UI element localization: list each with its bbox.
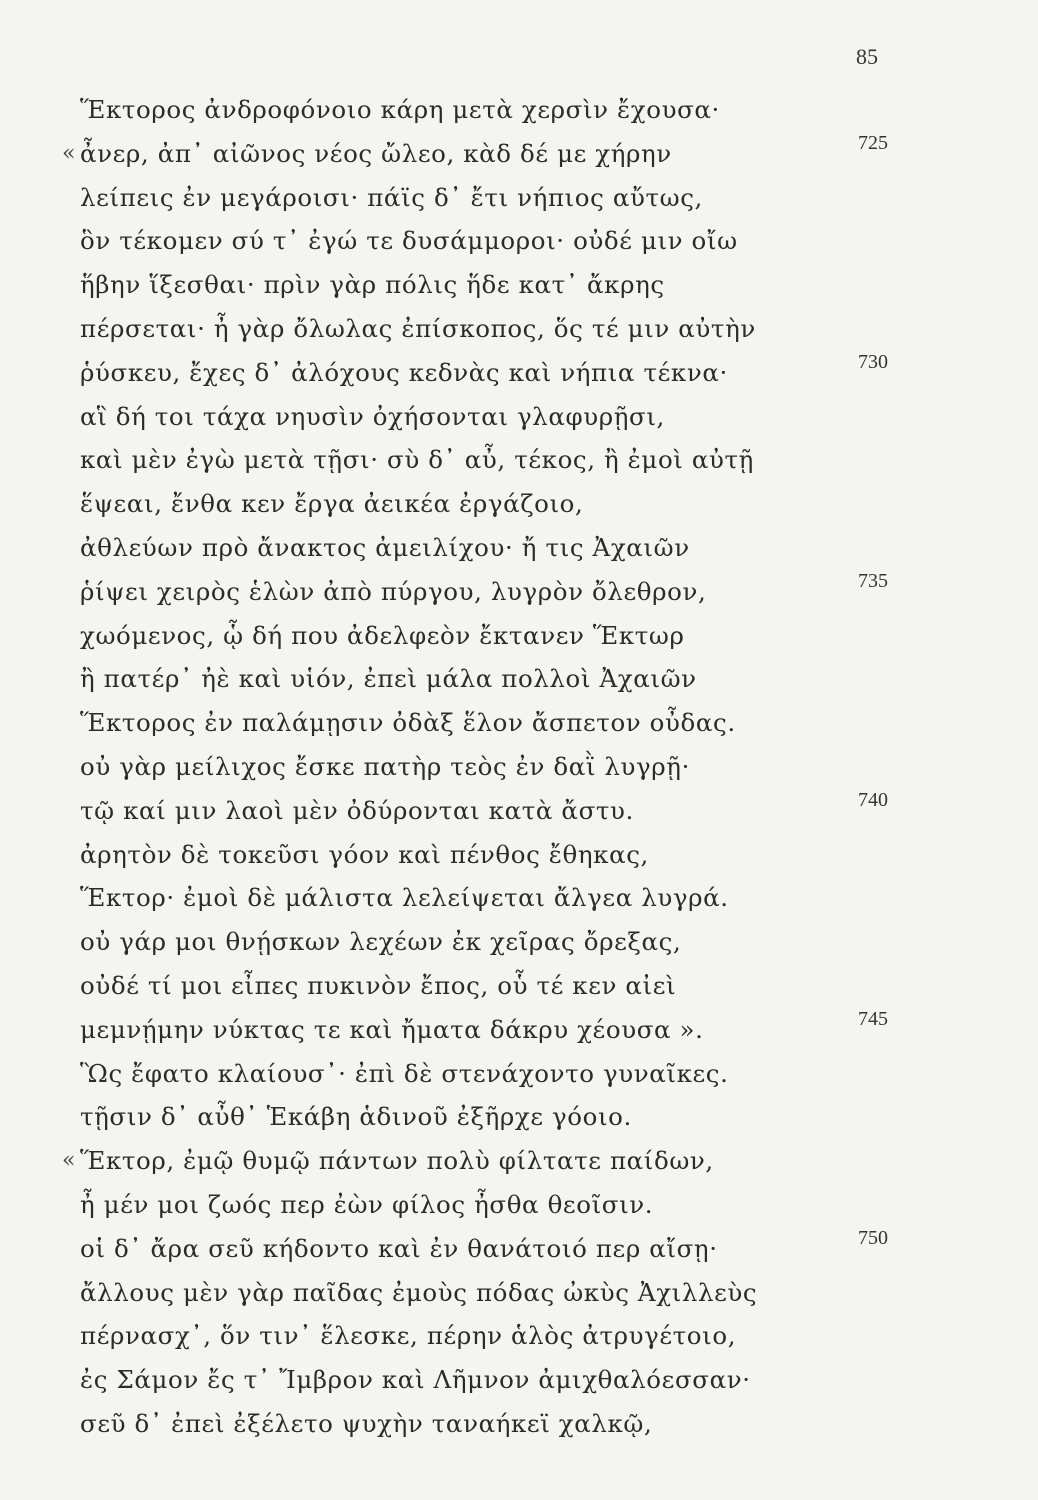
- verse-block: [62, 88, 902, 1446]
- verse-text: οὐ γὰρ μείλιχος ἔσκε πατὴρ τεὸς ἐν δαῒ λυγρῇ·: [80, 751, 690, 781]
- verse-text: πέρνασχ᾽, ὅν τιν᾽ ἕλεσκε, πέρην ἁλὸς ἀτρυγέτοιο,: [80, 1321, 737, 1351]
- verse-line: [62, 526, 902, 570]
- verse-text: Ἕκτορ· ἐμοὶ δὲ μάλιστα λελείψεται ἄλγεα λυγρά.: [80, 883, 729, 913]
- verse-text: ἐς Σάμον ἔς τ᾽ Ἴμβρον καὶ Λῆμνον ἀμιχθαλόεσσαν·: [80, 1365, 751, 1395]
- verse-text: σεῦ δ᾽ ἐπεὶ ἐξέλετο ψυχὴν ταναήκεϊ χαλκῷ,: [80, 1408, 653, 1438]
- verse-text: ῥύσκευ, ἔχες δ᾽ ἀλόχους κεδνὰς καὶ νήπια τέκνα·: [80, 357, 728, 387]
- verse-text: πέρσεται· ἦ γὰρ ὄλωλας ἐπίσκοπος, ὅς τέ μιν αὐτὴν: [80, 313, 756, 343]
- verse-line: [62, 876, 902, 920]
- verse-text: ῥίψει χειρὸς ἑλὼν ἀπὸ πύργου, λυγρὸν ὄλεθρον,: [80, 576, 707, 606]
- verse-line: [62, 88, 902, 132]
- verse-text: οἱ δ᾽ ἄρα σεῦ κήδοντο καὶ ἐν θανάτοιό περ αἴσῃ·: [80, 1233, 718, 1263]
- verse-text: Ἕκτορ, ἐμῷ θυμῷ πάντων πολὺ φίλτατε παίδων,: [80, 1146, 714, 1176]
- verse-line: [62, 176, 902, 220]
- verse-text: Ἕκτορος ἐν παλάμῃσιν ὀδὰξ ἕλον ἄσπετον οὖδας.: [80, 708, 736, 738]
- line-number: 740: [858, 788, 888, 811]
- verse-line: [62, 964, 902, 1008]
- verse-line: [62, 132, 902, 176]
- verse-text: Ἕκτορος ἀνδροφόνοιο κάρη μετὰ χερσὶν ἔχουσα·: [80, 95, 720, 124]
- opening-quote-mark: «: [62, 1148, 76, 1174]
- verse-text: μεμνῄμην νύκτας τε καὶ ἤματα δάκρυ χέουσα ».: [80, 1014, 704, 1044]
- verse-line: [62, 789, 902, 833]
- verse-line: [62, 570, 902, 614]
- verse-text: ἀθλεύων πρὸ ἄνακτος ἀμειλίχου· ἤ τις Ἀχαιῶν: [80, 532, 690, 562]
- verse-text: χωόμενος, ᾧ δή που ἀδελφεὸν ἔκτανεν Ἕκτωρ: [80, 620, 685, 650]
- line-number: 730: [858, 350, 888, 373]
- verse-text: οὐ γάρ μοι θνῄσκων λεχέων ἐκ χεῖρας ὄρεξας,: [80, 927, 682, 957]
- verse-line: [62, 219, 902, 263]
- opening-quote-mark: «: [62, 140, 76, 166]
- verse-line: [62, 438, 902, 482]
- verse-text: οὐδέ τί μοι εἶπες πυκινὸν ἔπος, οὗ τέ κεν αἰεὶ: [80, 970, 677, 1000]
- verse-text: καὶ μὲν ἐγὼ μετὰ τῇσι· σὺ δ᾽ αὖ, τέκος, ἢ ἐμοὶ αὐτῇ: [80, 445, 754, 475]
- verse-text: αἳ δή τοι τάχα νηυσὶν ὀχήσονται γλαφυρῇσι,: [80, 401, 665, 431]
- verse-text: λείπεις ἐν μεγάροισι· πάϊς δ᾽ ἔτι νήπιος αὔτως,: [80, 182, 703, 212]
- verse-line: [62, 1052, 902, 1096]
- verse-text: ἥβην ἵξεσθαι· πρὶν γὰρ πόλις ἥδε κατ᾽ ἄκρης: [80, 270, 665, 300]
- verse-line: [62, 1139, 902, 1183]
- line-number: 735: [858, 569, 888, 592]
- verse-line: [62, 307, 902, 351]
- verse-line: [62, 657, 902, 701]
- verse-text: ἀρητὸν δὲ τοκεῦσι γόον καὶ πένθος ἔθηκας,: [80, 839, 649, 869]
- verse-text: Ὣς ἔφατο κλαίουσ᾽· ἐπὶ δὲ στενάχοντο γυναῖκες.: [80, 1058, 729, 1088]
- line-number: 750: [858, 1226, 888, 1249]
- verse-text: ἕψεαι, ἔνθα κεν ἔργα ἀεικέα ἐργάζοιο,: [80, 489, 584, 519]
- verse-line: [62, 395, 902, 439]
- line-number: 745: [858, 1007, 888, 1030]
- verse-line: [62, 1183, 902, 1227]
- verse-text: τῷ καί μιν λαοὶ μὲν ὀδύρονται κατὰ ἄστυ.: [80, 795, 634, 825]
- verse-line: [62, 1008, 902, 1052]
- verse-line: [62, 920, 902, 964]
- verse-text: ἦ μέν μοι ζωός περ ἐὼν φίλος ἦσθα θεοῖσιν.: [80, 1189, 654, 1219]
- verse-line: [62, 1095, 902, 1139]
- verse-line: [62, 745, 902, 789]
- verse-line: [62, 701, 902, 745]
- verse-line: [62, 263, 902, 307]
- verse-text: τῇσιν δ᾽ αὖθ᾽ Ἑκάβη ἁδινοῦ ἐξῆρχε γόοιο.: [80, 1102, 632, 1132]
- verse-text: ἆνερ, ἀπ᾽ αἰῶνος νέος ὤλεο, κὰδ δέ με χήρην: [80, 138, 672, 168]
- verse-text: ὃν τέκομεν σύ τ᾽ ἐγώ τε δυσάμμοροι· οὐδέ μιν οἴω: [80, 226, 738, 256]
- verse-line: [62, 1314, 902, 1358]
- verse-line: [62, 482, 902, 526]
- verse-line: [62, 351, 902, 395]
- verse-text: ἢ πατέρ᾽ ἠὲ καὶ υἱόν, ἐπεὶ μάλα πολλοὶ Ἀχαιῶν: [80, 664, 697, 694]
- verse-line: [62, 1402, 902, 1446]
- page-number: 85: [856, 44, 878, 69]
- verse-line: [62, 1358, 902, 1402]
- verse-line: [62, 1271, 902, 1315]
- verse-line: [62, 614, 902, 658]
- verse-text: ἄλλους μὲν γὰρ παῖδας ἐμοὺς πόδας ὠκὺς Ἀχιλλεὺς: [80, 1277, 758, 1307]
- line-number: 725: [858, 131, 888, 154]
- verse-line: [62, 1227, 902, 1271]
- verse-line: [62, 833, 902, 877]
